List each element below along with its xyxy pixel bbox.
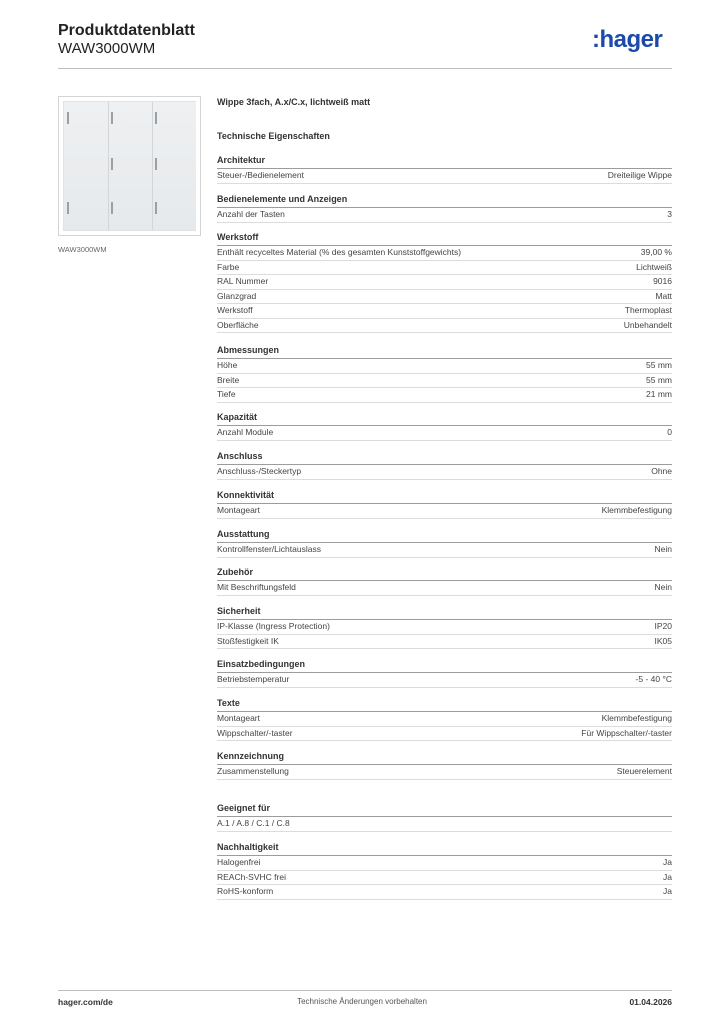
spec-row [217,871,672,886]
spec-row [217,543,672,558]
spec-row [217,856,672,871]
spec-label: Betriebstemperatur [217,674,290,684]
spec-value: Ja [663,886,672,896]
spec-row [217,465,672,480]
spec-row [217,885,672,900]
product-code: WAW3000WM [58,40,156,57]
rocker-switch-3-gang-icon [63,101,196,231]
section-title: Kennzeichnung [217,751,284,761]
spec-row [217,426,672,441]
section-title: Zubehör [217,567,253,577]
spec-row [217,504,672,519]
section-title: Einsatzbedingungen [217,659,306,669]
spec-value: IP20 [654,621,672,631]
section-title: Konnektivität [217,490,275,500]
spec-label: Halogenfrei [217,857,261,867]
spec-label: Montageart [217,505,260,515]
spec-value: 55 mm [646,360,672,370]
section-title: Architektur [217,155,266,165]
spec-row [217,765,672,780]
section-title: Anschluss [217,451,263,461]
spec-value: Nein [654,544,672,554]
spec-label: Mit Beschriftungsfeld [217,582,296,592]
spec-value: Klemmbefestigung [601,505,672,515]
footer-website: hager.com/de [58,997,113,1007]
spec-row [217,246,672,261]
spec-label: Steuer-/Bedienelement [217,170,304,180]
spec-label: A.1 / A.8 / C.1 / C.8 [217,818,290,828]
spec-row [217,581,672,596]
spec-label: Höhe [217,360,238,370]
section-title: Abmessungen [217,345,280,355]
spec-label: Enthält recyceltes Material (% des gesamten Kunststoffgewichts) [217,247,462,257]
section-title: Bedienelemente und Anzeigen [217,194,348,204]
spec-row [217,388,672,403]
spec-value: Matt [655,290,672,301]
spec-row [217,712,672,727]
spec-label: Anschluss-/Steckertyp [217,466,302,476]
spec-label: Kontrollfenster/Lichtauslass [217,544,321,554]
spec-label: Anzahl Module [217,427,274,437]
spec-label: RAL Nummer [217,276,269,286]
spec-row [217,620,672,635]
spec-value: Ja [663,871,672,882]
spec-label: Zusammenstellung [217,766,289,776]
properties-title: Technische Eigenschaften [217,131,330,141]
spec-row [217,673,672,688]
section-title: Kapazität [217,412,258,422]
spec-value: 55 mm [646,374,672,385]
spec-value: 39,00 % [640,247,672,257]
spec-value: 9016 [653,276,672,286]
spec-value: Steuerelement [616,766,672,776]
spec-value: Ja [663,857,672,867]
section-title: Texte [217,698,240,708]
spec-label: Oberfläche [217,319,259,330]
spec-value: Für Wippschalter/-taster [581,727,672,738]
spec-label: Farbe [217,261,240,272]
spec-value: Nein [654,582,672,592]
spec-label: RoHS-konform [217,886,274,896]
spec-row [217,208,672,223]
spec-value: Ohne [651,466,672,476]
product-title: Wippe 3fach, A.x/C.x, lichtweiß matt [217,97,371,107]
footer-divider [58,990,672,991]
spec-label: Breite [217,374,240,385]
spec-value: 21 mm [646,389,672,399]
spec-value: Unbehandelt [623,319,672,330]
spec-label: IP-Klasse (Ingress Protection) [217,621,330,631]
spec-label: REACh-SVHC frei [217,871,286,882]
footer-disclaimer: Technische Änderungen vorbehalten [297,997,427,1006]
spec-row [217,635,672,650]
spec-label: Tiefe [217,389,236,399]
spec-value: 3 [667,209,672,219]
spec-value: Dreiteilige Wippe [607,170,672,180]
spec-row [217,275,672,290]
spec-row [217,261,672,276]
spec-label: Anzahl der Tasten [217,209,285,219]
document-title: Produktdatenblatt [58,22,195,39]
spec-row [217,359,672,374]
spec-row [217,319,672,334]
spec-row [217,374,672,389]
spec-row [217,290,672,305]
footer-date: 01.04.2026 [629,997,672,1007]
spec-value: 0 [667,427,672,437]
spec-value: -5 - 40 °C [635,674,672,684]
spec-row [217,817,672,832]
spec-row [217,169,672,184]
section-title: Sicherheit [217,606,261,616]
section-title: Nachhaltigkeit [217,842,279,852]
section-title: Ausstattung [217,529,270,539]
product-image [58,96,201,236]
spec-label: Glanzgrad [217,290,257,301]
spec-label: Wippschalter/-taster [217,727,293,738]
hager-logo: :hager [592,26,663,53]
spec-label: Werkstoff [217,305,253,315]
section-title: Geeignet für [217,803,271,813]
spec-value: Lichtweiß [636,261,672,272]
spec-value: IK05 [654,635,672,646]
spec-label: Stoßfestigkeit IK [217,635,279,646]
spec-row [217,727,672,742]
section-title: Werkstoff [217,232,259,242]
spec-label: Montageart [217,713,260,723]
image-caption: WAW3000WM [58,245,107,254]
spec-value: Klemmbefestigung [601,713,672,723]
header-divider [58,68,672,69]
spec-row [217,304,672,319]
spec-value: Thermoplast [624,305,672,315]
